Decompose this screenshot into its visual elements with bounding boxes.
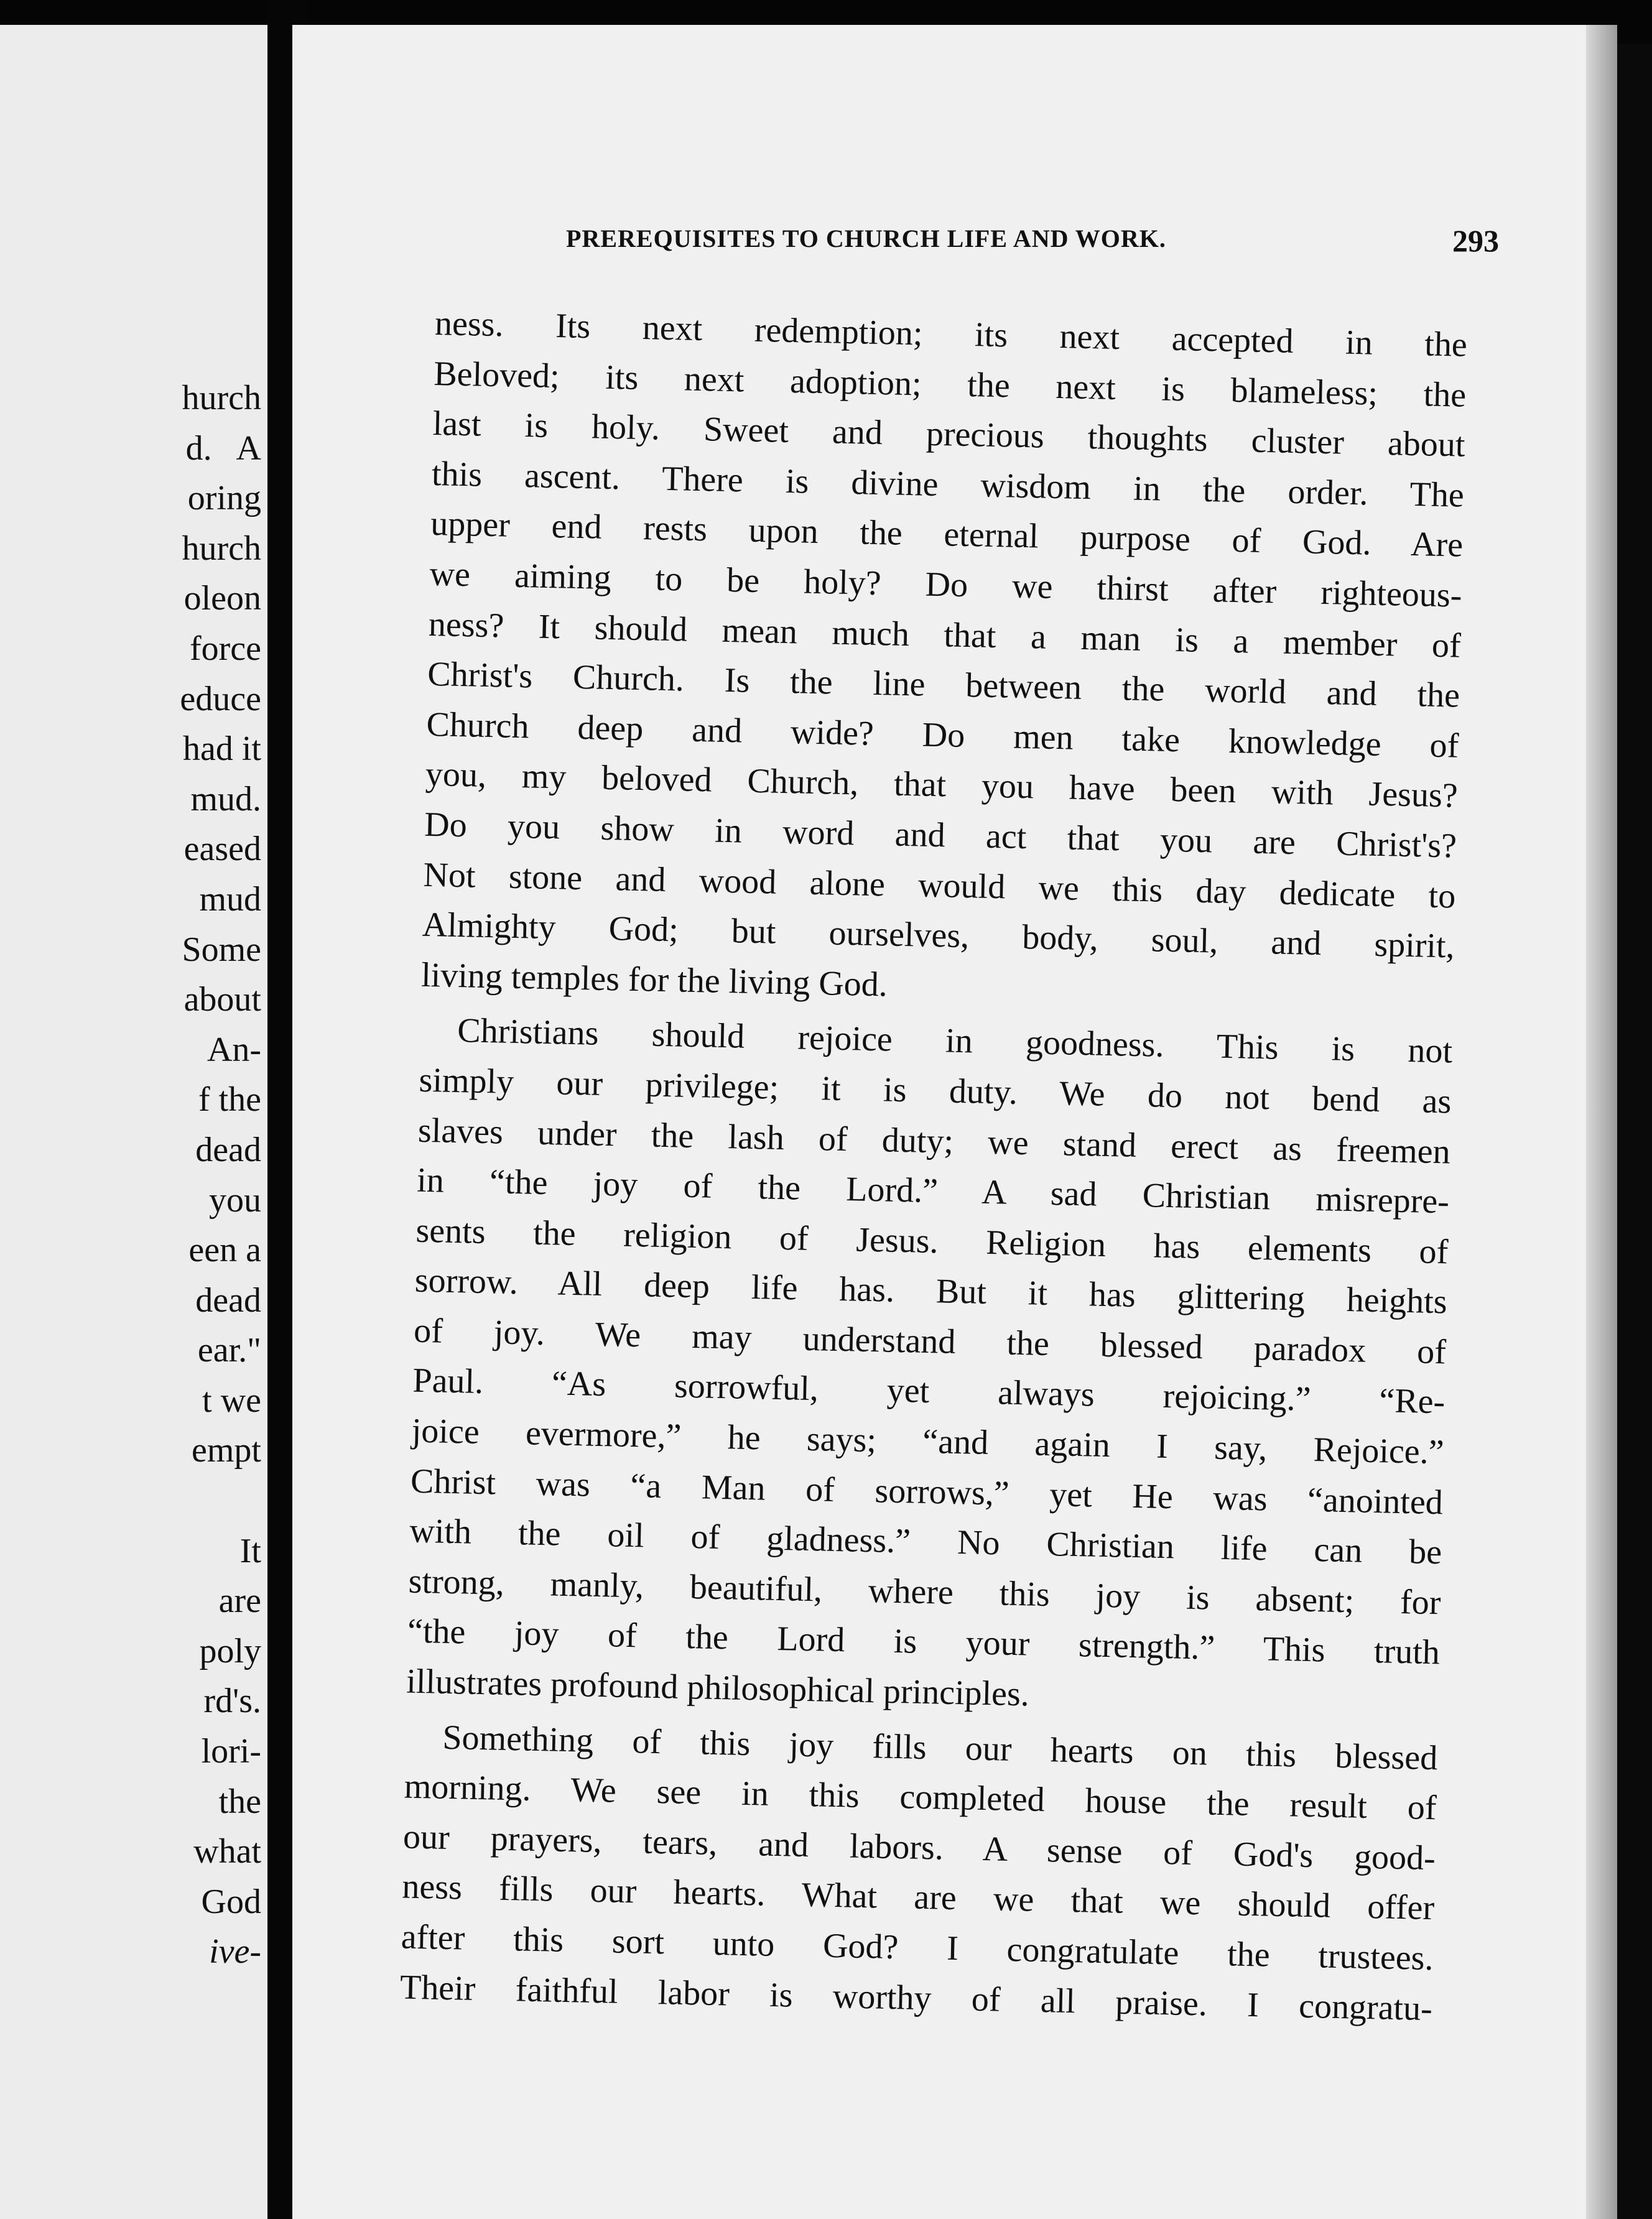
text-line: ness fills our hearts. What are we that we should offer xyxy=(401,1867,1435,1928)
text-line: Their faithful labor is worthy of all praise. I congratu- xyxy=(399,1968,1433,2028)
left-page-fragment: dead xyxy=(178,1281,261,1320)
text-line: after this sort unto God? I congratulate the trustees. xyxy=(401,1917,1434,1978)
left-page-fragment: lori- xyxy=(201,1732,261,1771)
text-line: ness. Its next redemption; its next accepted in the xyxy=(434,303,1468,364)
left-page-fragment: t we xyxy=(202,1381,261,1420)
text-line: sorrow. All deep life has. But it has glittering heights xyxy=(414,1261,1448,1322)
left-page-fragment: It xyxy=(239,1531,261,1570)
text-line: Do you show in word and act that you are Christ's? xyxy=(424,805,1457,866)
text-line: Beloved; its next adoption; the next is blameless; the xyxy=(433,354,1467,415)
left-page-fragment: eased xyxy=(183,830,261,869)
page-edge-shadow xyxy=(1586,25,1617,2219)
text-line: Something of this joy fills our hearts on this blessed xyxy=(442,1718,1438,1777)
text-line: in “the joy of the Lord.” A sad Christian misrepre- xyxy=(416,1160,1450,1221)
paragraph xyxy=(399,1712,1438,2034)
text-line: Christ was “a Man of sorrows,” yet He was “anointed xyxy=(410,1462,1444,1522)
left-page-fragment: An- xyxy=(192,1030,261,1069)
text-line: we aiming to be holy? Do we thirst after righteous- xyxy=(429,554,1463,615)
left-page-fragment: what xyxy=(193,1832,261,1871)
running-header: PREREQUISITES TO CHURCH LIFE AND WORK. xyxy=(566,225,1166,252)
left-page-fragment: educe xyxy=(180,679,261,718)
text-line: Almighty God; but ourselves, body, soul, and spirit, xyxy=(422,905,1455,966)
text-line: Christ's Church. Is the line between the world and the xyxy=(427,655,1460,715)
text-line: sents the religion of Jesus. Religion has elements of xyxy=(415,1211,1449,1272)
left-page-fragment: d. A xyxy=(185,429,261,468)
paragraph xyxy=(420,299,1467,1022)
left-page-fragment: had it xyxy=(183,730,261,769)
text-line: simply our privilege; it is duty. We do not bend as xyxy=(419,1060,1452,1121)
left-page-fragment: you xyxy=(192,1180,261,1220)
left-page-fragment: ive- xyxy=(209,1932,261,1971)
left-page-fragment: ear." xyxy=(197,1331,261,1370)
left-page-fragment: the xyxy=(201,1782,261,1821)
left-page-fragment: oring xyxy=(187,479,261,518)
text-line: you, my beloved Church, that you have been with Jesus? xyxy=(425,755,1459,815)
left-page-fragment: force xyxy=(180,629,261,668)
body-text xyxy=(399,299,1467,2034)
text-line: Paul. “As sorrowful, yet always rejoicing.” “Re- xyxy=(412,1361,1446,1422)
text-line: morning. We see in this completed house the result of xyxy=(404,1767,1437,1828)
right-page xyxy=(292,25,1617,2219)
left-page-fragment xyxy=(178,1476,261,1526)
text-line: strong, manly, beautiful, where this joy is absent; for xyxy=(408,1562,1442,1623)
left-page-fragment: hurch xyxy=(182,529,261,568)
left-page-fragment: God xyxy=(201,1882,261,1921)
left-page-fragment: dead xyxy=(178,1130,261,1169)
left-page-fragment: een a xyxy=(188,1231,261,1270)
left-page-text-fragments xyxy=(178,373,261,1977)
text-line: last is holy. Sweet and precious thoughts cluster about xyxy=(432,404,1466,465)
text-line: Not stone and wood alone would we this day dedicate to xyxy=(422,855,1456,916)
text-line: of joy. We may understand the blessed paradox of xyxy=(413,1311,1447,1372)
text-line: joice evermore,” he says; “and again I say, Rejoice.” xyxy=(411,1411,1445,1472)
text-line: ness? It should mean much that a man is a member of xyxy=(428,605,1462,665)
left-page-fragment: Some xyxy=(182,930,261,969)
text-line: this ascent. There is divine wisdom in the order. The xyxy=(431,454,1465,515)
text-line: “the joy of the Lord is your strength.” This truth xyxy=(407,1611,1441,1672)
text-line: illustrates profound philosophical principles. xyxy=(406,1662,1030,1714)
text-line: slaves under the lash of duty; we stand erect as freemen xyxy=(417,1111,1451,1171)
text-line: living temples for the living God. xyxy=(420,955,888,1004)
left-page-fragment: poly xyxy=(199,1631,261,1670)
left-page-edge xyxy=(0,25,267,2219)
left-page-fragment: f the xyxy=(198,1080,261,1119)
text-line: our prayers, tears, and labors. A sense of God's good- xyxy=(402,1817,1436,1878)
text-line: Church deep and wide? Do men take knowledge of xyxy=(426,705,1459,766)
text-line: Christians should rejoice in goodness. This is not xyxy=(457,1011,1453,1071)
left-page-fragment: mud xyxy=(182,879,261,919)
paragraph xyxy=(406,1005,1453,1728)
left-page-fragment: oleon xyxy=(183,579,261,618)
page-number: 293 xyxy=(1452,223,1499,258)
left-page-fragment: rd's. xyxy=(203,1682,261,1721)
left-page-fragment: about xyxy=(183,980,261,1019)
left-page-fragment: are xyxy=(210,1582,261,1621)
text-line: upper end rests upon the eternal purpose of God. Are xyxy=(430,504,1464,565)
left-page-fragment: hurch xyxy=(182,379,261,417)
text-line: with the oil of gladness.” No Christian life can be xyxy=(409,1511,1442,1572)
left-page-fragment: mud. xyxy=(190,779,261,818)
left-page-fragment: empt xyxy=(192,1431,261,1470)
